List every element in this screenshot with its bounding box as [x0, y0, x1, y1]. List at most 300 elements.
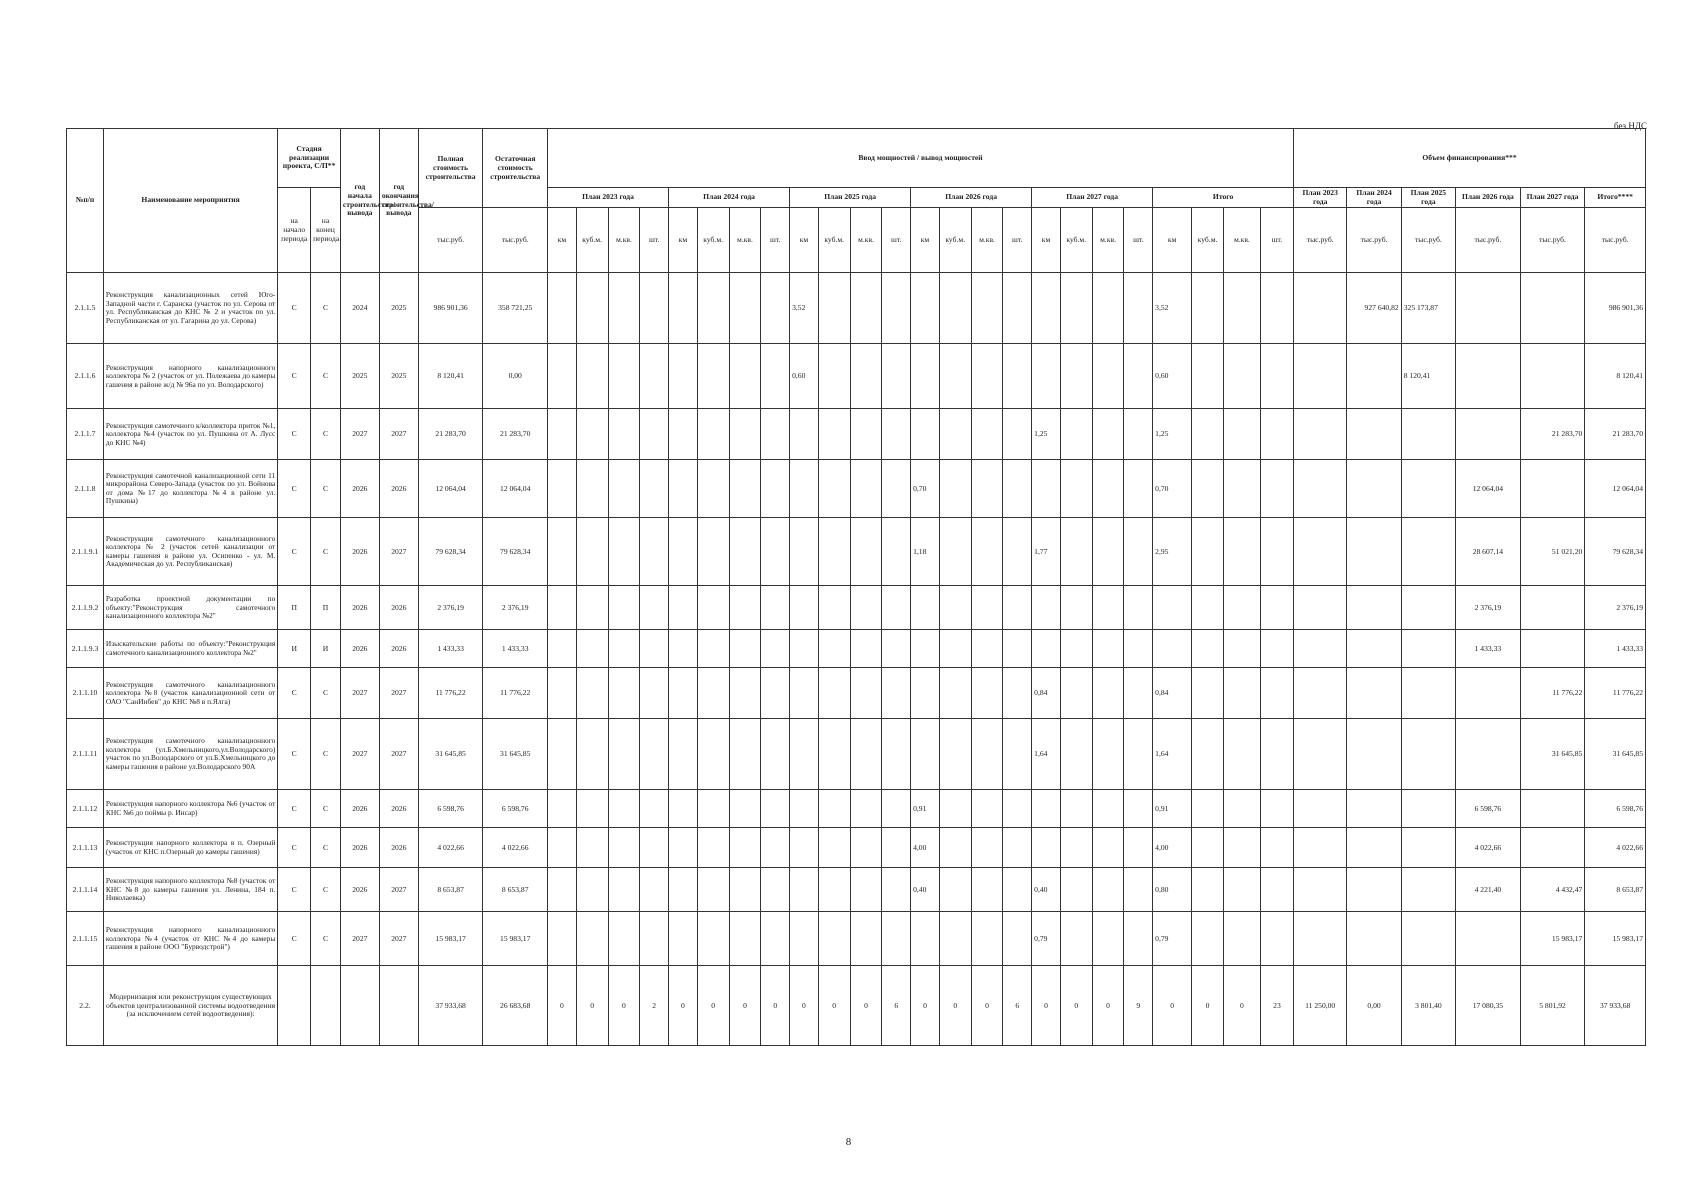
- row-cap-empty: [1260, 344, 1293, 409]
- summary-cap-value: 0: [850, 966, 882, 1046]
- row-cap-empty: [697, 273, 729, 344]
- row-cap-empty: [939, 668, 971, 719]
- row-stage-end: С: [311, 719, 341, 790]
- row-stage-end: С: [311, 460, 341, 518]
- row-cap-empty: [548, 518, 577, 586]
- row-cap-empty: [608, 273, 640, 344]
- row-stage-start: С: [278, 868, 311, 912]
- row-cap-empty: [729, 273, 761, 344]
- row-cap-empty: [971, 409, 1003, 460]
- row-cap-empty: [971, 460, 1003, 518]
- unit-pcs: шт.: [761, 208, 790, 273]
- table-row: [67, 828, 1646, 868]
- row-cap-empty: [850, 912, 882, 966]
- unit-fin-rub: тыс.руб.: [1456, 208, 1521, 273]
- row-cap-empty: [1260, 668, 1293, 719]
- header-fin-2023: План 2023 года: [1294, 188, 1347, 208]
- row-cap-empty: [548, 460, 577, 518]
- row-cap-empty: [1124, 868, 1153, 912]
- header-full-cost: Полная стоимость строительства: [418, 129, 483, 208]
- row-cap-empty: [576, 586, 608, 630]
- row-fin-2026: [1456, 912, 1521, 966]
- row-km-total: 0,70: [1153, 460, 1192, 518]
- row-km-2026: [911, 719, 940, 790]
- row-km-2027: [1032, 273, 1061, 344]
- summary-cap-value: 9: [1124, 966, 1153, 1046]
- summary-cap-value: 0: [576, 966, 608, 1046]
- row-fin-2024: [1347, 586, 1401, 630]
- unit-pcs: шт.: [1124, 208, 1153, 273]
- row-cap-empty: [576, 630, 608, 668]
- row-cap-empty: [971, 668, 1003, 719]
- summary-empty: [278, 966, 311, 1046]
- header-rest-cost: Остаточная стоимость строительства: [483, 129, 548, 208]
- row-stage-start: И: [278, 630, 311, 668]
- row-fin-2025: [1401, 586, 1455, 630]
- row-stage-start: С: [278, 344, 311, 409]
- row-fin-total: 1 433,33: [1585, 630, 1646, 668]
- row-cap-empty: [1060, 828, 1092, 868]
- row-cap-empty: [939, 868, 971, 912]
- row-cap-empty: [640, 719, 669, 790]
- row-km-total: 4,00: [1153, 828, 1192, 868]
- row-cap-empty: [761, 790, 790, 828]
- row-year-end: 2026: [379, 790, 418, 828]
- unit-fin-rub: тыс.руб.: [1294, 208, 1347, 273]
- row-fin-2026: [1456, 719, 1521, 790]
- table-row: [67, 719, 1646, 790]
- row-name: Реконструкция напорного коллектора в п. Озерный (участок от КНС п.Озерный до камеры гашения): [103, 828, 277, 868]
- summary-fin-value: 37 933,68: [1585, 966, 1646, 1046]
- header-plan-2027: План 2027 года: [1032, 188, 1153, 208]
- row-num: 2.1.1.15: [67, 912, 104, 966]
- row-cap-empty: [1060, 719, 1092, 790]
- row-fin-total: 21 283,70: [1585, 409, 1646, 460]
- row-cap-empty: [882, 719, 911, 790]
- row-num: 2.1.1.12: [67, 790, 104, 828]
- row-cap-empty: [850, 460, 882, 518]
- row-year-start: 2026: [340, 586, 379, 630]
- row-name: Реконструкция самотечного к/коллектора приток №1, коллектора №4 (участок по ул. Пушкина от А. Лусс до КНС №4): [103, 409, 277, 460]
- row-cap-empty: [1260, 273, 1293, 344]
- row-cap-empty: [1192, 409, 1224, 460]
- row-fin-2024: [1347, 668, 1401, 719]
- row-fin-2027: [1520, 344, 1585, 409]
- row-cap-empty: [1260, 790, 1293, 828]
- row-cap-empty: [971, 912, 1003, 966]
- row-cap-empty: [640, 868, 669, 912]
- row-num: 2.1.1.9.2: [67, 586, 104, 630]
- row-cap-empty: [1192, 518, 1224, 586]
- row-cap-empty: [669, 719, 698, 790]
- row-num: 2.1.1.14: [67, 868, 104, 912]
- row-cap-empty: [1092, 668, 1124, 719]
- row-cap-empty: [939, 719, 971, 790]
- row-cap-empty: [1003, 460, 1032, 518]
- row-fin-2027: [1520, 790, 1585, 828]
- row-rest-cost: 31 645,85: [483, 719, 548, 790]
- row-cap-empty: [1260, 460, 1293, 518]
- summary-cap-value: 0: [1192, 966, 1224, 1046]
- row-cap-empty: [1124, 668, 1153, 719]
- row-fin-2025: [1401, 518, 1455, 586]
- row-fin-2024: [1347, 828, 1401, 868]
- row-cap-empty: [1260, 586, 1293, 630]
- row-fin-2024: [1347, 630, 1401, 668]
- row-stage-start: С: [278, 273, 311, 344]
- row-fin-2026: [1456, 344, 1521, 409]
- row-rest-cost: 6 598,76: [483, 790, 548, 828]
- row-km-2027: [1032, 790, 1061, 828]
- row-km-2025: [790, 460, 819, 518]
- row-km-2026: [911, 409, 940, 460]
- row-stage-end: П: [311, 586, 341, 630]
- row-cap-empty: [640, 344, 669, 409]
- row-cap-empty: [697, 586, 729, 630]
- row-rest-cost: 15 983,17: [483, 912, 548, 966]
- row-stage-start: С: [278, 912, 311, 966]
- row-cap-empty: [939, 790, 971, 828]
- row-stage-start: С: [278, 828, 311, 868]
- row-fin-2024: [1347, 344, 1401, 409]
- header-fin-2027: План 2027 года: [1520, 188, 1585, 208]
- row-fin-2026: 1 433,33: [1456, 630, 1521, 668]
- summary-cap-value: 2: [640, 966, 669, 1046]
- row-year-end: 2026: [379, 586, 418, 630]
- row-fin-2026: 4 221,40: [1456, 868, 1521, 912]
- row-cap-empty: [1092, 868, 1124, 912]
- unit-pcs: шт.: [1260, 208, 1293, 273]
- row-fin-2027: 15 983,17: [1520, 912, 1585, 966]
- row-fin-2025: [1401, 828, 1455, 868]
- row-cap-empty: [608, 668, 640, 719]
- row-rest-cost: 11 776,22: [483, 668, 548, 719]
- summary-fin-value: 5 801,92: [1520, 966, 1585, 1046]
- row-fin-2027: 11 776,22: [1520, 668, 1585, 719]
- row-num: 2.1.1.10: [67, 668, 104, 719]
- row-cap-empty: [576, 868, 608, 912]
- row-name: Изыскательские работы по объекту:"Реконструкция самотечного канализационного коллектора №2": [103, 630, 277, 668]
- row-cap-empty: [1003, 518, 1032, 586]
- row-fin-2023: [1294, 460, 1347, 518]
- row-cap-empty: [1092, 409, 1124, 460]
- row-fin-2026: [1456, 409, 1521, 460]
- unit-full-cost: тыс.руб.: [418, 208, 483, 273]
- row-fin-total: 11 776,22: [1585, 668, 1646, 719]
- row-fin-2024: [1347, 518, 1401, 586]
- unit-m2: м.кв.: [850, 208, 882, 273]
- unit-km: км: [548, 208, 577, 273]
- row-cap-empty: [1060, 668, 1092, 719]
- table-row: [67, 630, 1646, 668]
- row-cap-empty: [1060, 912, 1092, 966]
- row-name: Реконструкция напорного коллектора №8 (участок от КНС №8 до камеры гашения ул. Ленина, 184 п. Николаевка): [103, 868, 277, 912]
- summary-fin-value: 3 801,40: [1401, 966, 1455, 1046]
- summary-cap-value: 0: [1223, 966, 1260, 1046]
- row-cap-empty: [548, 630, 577, 668]
- row-cap-empty: [1124, 630, 1153, 668]
- row-cap-empty: [850, 409, 882, 460]
- row-cap-empty: [548, 719, 577, 790]
- row-cap-empty: [1060, 868, 1092, 912]
- row-cap-empty: [640, 790, 669, 828]
- summary-empty: [311, 966, 341, 1046]
- row-cap-empty: [697, 868, 729, 912]
- page-number: 8: [845, 1136, 852, 1148]
- row-stage-end: С: [311, 828, 341, 868]
- row-km-2026: 0,70: [911, 460, 940, 518]
- row-cap-empty: [669, 586, 698, 630]
- row-km-2025: [790, 668, 819, 719]
- row-cap-empty: [1092, 460, 1124, 518]
- row-cap-empty: [640, 273, 669, 344]
- summary-cap-value: 0: [548, 966, 577, 1046]
- unit-pcs: шт.: [1003, 208, 1032, 273]
- row-full-cost: 2 376,19: [418, 586, 483, 630]
- summary-row: [67, 966, 1646, 1046]
- row-cap-empty: [1223, 344, 1260, 409]
- row-name: Реконструкция самотечного канализационного коллектора (ул.Б.Хмельницкого,ул.Володарского) участок по ул.Володарского от ул.Б.Хмельницкого до камеры гашения в районе ул.Володарского 90А: [103, 719, 277, 790]
- row-cap-empty: [1092, 912, 1124, 966]
- unit-m2: м.кв.: [1223, 208, 1260, 273]
- row-year-start: 2027: [340, 668, 379, 719]
- row-cap-empty: [1192, 912, 1224, 966]
- row-cap-empty: [818, 668, 850, 719]
- row-cap-empty: [697, 409, 729, 460]
- row-cap-empty: [1092, 790, 1124, 828]
- row-cap-empty: [882, 630, 911, 668]
- unit-fin-rub: тыс.руб.: [1401, 208, 1455, 273]
- row-cap-empty: [608, 828, 640, 868]
- row-cap-empty: [640, 460, 669, 518]
- row-cap-empty: [697, 460, 729, 518]
- row-cap-empty: [818, 460, 850, 518]
- row-stage-end: С: [311, 409, 341, 460]
- row-cap-empty: [576, 668, 608, 719]
- row-km-2027: [1032, 630, 1061, 668]
- row-cap-empty: [761, 344, 790, 409]
- row-cap-empty: [1260, 828, 1293, 868]
- row-km-2026: [911, 630, 940, 668]
- row-cap-empty: [1223, 828, 1260, 868]
- row-km-total: [1153, 586, 1192, 630]
- unit-m3: куб.м.: [697, 208, 729, 273]
- row-cap-empty: [1260, 868, 1293, 912]
- row-cap-empty: [818, 719, 850, 790]
- row-cap-empty: [939, 518, 971, 586]
- row-cap-empty: [971, 719, 1003, 790]
- header-total: Итого: [1153, 188, 1294, 208]
- row-cap-empty: [669, 409, 698, 460]
- row-cap-empty: [1223, 912, 1260, 966]
- row-km-2026: [911, 586, 940, 630]
- row-cap-empty: [1003, 586, 1032, 630]
- row-stage-start: С: [278, 518, 311, 586]
- row-cap-empty: [939, 273, 971, 344]
- row-name: Реконструкция напорного канализационного коллектора №4 (участок от КНС №4 до камеры гашения в районе ООО "Бурводстрой"): [103, 912, 277, 966]
- row-cap-empty: [608, 719, 640, 790]
- row-cap-empty: [850, 518, 882, 586]
- row-cap-empty: [1192, 344, 1224, 409]
- row-rest-cost: 4 022,66: [483, 828, 548, 868]
- row-cap-empty: [576, 518, 608, 586]
- row-cap-empty: [697, 518, 729, 586]
- row-cap-empty: [669, 790, 698, 828]
- summary-cap-value: 0: [761, 966, 790, 1046]
- unit-m2: м.кв.: [971, 208, 1003, 273]
- row-cap-empty: [882, 828, 911, 868]
- row-cap-empty: [818, 868, 850, 912]
- summary-fin-value: 0,00: [1347, 966, 1401, 1046]
- row-cap-empty: [640, 668, 669, 719]
- row-fin-2024: [1347, 719, 1401, 790]
- row-fin-2023: [1294, 586, 1347, 630]
- row-cap-empty: [1260, 630, 1293, 668]
- row-fin-2025: [1401, 668, 1455, 719]
- row-cap-empty: [882, 790, 911, 828]
- row-cap-empty: [818, 912, 850, 966]
- row-cap-empty: [548, 790, 577, 828]
- row-name: Реконструкция канализационных сетей Юго-Западной части г. Саранска (участок по ул. Серова от ул. Республиканская до КНС № 2 и участок по ул. Республиканская от ул. Гагарина до ул. Серова): [103, 273, 277, 344]
- row-fin-2026: 4 022,66: [1456, 828, 1521, 868]
- row-rest-cost: 2 376,19: [483, 586, 548, 630]
- row-cap-empty: [1124, 828, 1153, 868]
- row-full-cost: 15 983,17: [418, 912, 483, 966]
- row-rest-cost: 1 433,33: [483, 630, 548, 668]
- header-row-2: [67, 188, 1646, 208]
- unit-m3: куб.м.: [939, 208, 971, 273]
- summary-cap-value: 0: [1092, 966, 1124, 1046]
- row-year-start: 2026: [340, 460, 379, 518]
- row-cap-empty: [818, 586, 850, 630]
- unit-km: км: [669, 208, 698, 273]
- header-capacity: Ввод мощностей / вывод мощностей: [548, 129, 1294, 188]
- row-num: 2.1.1.8: [67, 460, 104, 518]
- row-stage-end: С: [311, 273, 341, 344]
- row-cap-empty: [1060, 409, 1092, 460]
- row-rest-cost: 8 653,87: [483, 868, 548, 912]
- row-cap-empty: [1192, 790, 1224, 828]
- unit-m3: куб.м.: [1060, 208, 1092, 273]
- row-km-2025: [790, 868, 819, 912]
- row-year-end: 2027: [379, 912, 418, 966]
- row-fin-2023: [1294, 912, 1347, 966]
- row-year-end: 2025: [379, 344, 418, 409]
- row-km-total: [1153, 630, 1192, 668]
- row-cap-empty: [818, 828, 850, 868]
- row-year-end: 2027: [379, 668, 418, 719]
- table-row: [67, 790, 1646, 828]
- row-stage-start: С: [278, 719, 311, 790]
- row-km-2027: [1032, 828, 1061, 868]
- row-fin-2027: 51 021,20: [1520, 518, 1585, 586]
- row-cap-empty: [1003, 912, 1032, 966]
- row-fin-2024: [1347, 460, 1401, 518]
- row-fin-2025: [1401, 409, 1455, 460]
- row-km-2025: [790, 518, 819, 586]
- unit-fin-rub: тыс.руб.: [1520, 208, 1585, 273]
- row-fin-2025: [1401, 719, 1455, 790]
- row-cap-empty: [729, 828, 761, 868]
- summary-fin-value: 11 250,00: [1294, 966, 1347, 1046]
- row-cap-empty: [1223, 868, 1260, 912]
- row-cap-empty: [729, 409, 761, 460]
- row-cap-empty: [971, 273, 1003, 344]
- unit-rest-cost: тыс.руб.: [483, 208, 548, 273]
- row-cap-empty: [576, 344, 608, 409]
- row-fin-total: 4 022,66: [1585, 828, 1646, 868]
- row-fin-total: 79 628,34: [1585, 518, 1646, 586]
- row-km-2026: 4,00: [911, 828, 940, 868]
- row-year-end: 2025: [379, 273, 418, 344]
- row-cap-empty: [850, 719, 882, 790]
- row-fin-total: 31 645,85: [1585, 719, 1646, 790]
- row-full-cost: 79 628,34: [418, 518, 483, 586]
- row-km-total: 0,79: [1153, 912, 1192, 966]
- row-cap-empty: [697, 912, 729, 966]
- row-cap-empty: [697, 719, 729, 790]
- row-fin-2027: [1520, 586, 1585, 630]
- row-cap-empty: [882, 460, 911, 518]
- row-cap-empty: [1003, 273, 1032, 344]
- row-full-cost: 4 022,66: [418, 828, 483, 868]
- row-fin-2025: 8 120,41: [1401, 344, 1455, 409]
- row-cap-empty: [1124, 460, 1153, 518]
- row-cap-empty: [576, 828, 608, 868]
- row-cap-empty: [939, 586, 971, 630]
- row-cap-empty: [608, 630, 640, 668]
- row-fin-2025: [1401, 868, 1455, 912]
- row-cap-empty: [850, 273, 882, 344]
- row-cap-empty: [669, 912, 698, 966]
- row-cap-empty: [882, 273, 911, 344]
- row-cap-empty: [1003, 828, 1032, 868]
- row-cap-empty: [608, 518, 640, 586]
- row-cap-empty: [882, 409, 911, 460]
- row-cap-empty: [818, 630, 850, 668]
- row-year-start: 2026: [340, 828, 379, 868]
- row-stage-end: И: [311, 630, 341, 668]
- row-cap-empty: [1060, 344, 1092, 409]
- row-full-cost: 31 645,85: [418, 719, 483, 790]
- row-cap-empty: [1124, 719, 1153, 790]
- header-row-1: [67, 129, 1646, 188]
- row-cap-empty: [1124, 518, 1153, 586]
- header-year-end: год окончания строительства/ вывода: [379, 129, 418, 273]
- row-cap-empty: [1092, 273, 1124, 344]
- row-cap-empty: [640, 409, 669, 460]
- row-cap-empty: [850, 344, 882, 409]
- row-km-2025: [790, 409, 819, 460]
- row-stage-start: С: [278, 409, 311, 460]
- row-cap-empty: [1192, 630, 1224, 668]
- row-cap-empty: [1003, 668, 1032, 719]
- row-fin-2025: [1401, 912, 1455, 966]
- row-cap-empty: [729, 719, 761, 790]
- row-num: 2.1.1.7: [67, 409, 104, 460]
- row-cap-empty: [971, 630, 1003, 668]
- header-financing: Объем финансирования***: [1294, 129, 1646, 188]
- header-plan-2026: План 2026 года: [911, 188, 1032, 208]
- row-cap-empty: [1092, 586, 1124, 630]
- row-km-total: 0,84: [1153, 668, 1192, 719]
- row-cap-empty: [1260, 912, 1293, 966]
- row-cap-empty: [1124, 912, 1153, 966]
- row-km-2025: [790, 630, 819, 668]
- summary-cap-value: 0: [608, 966, 640, 1046]
- summary-empty: [340, 966, 379, 1046]
- row-cap-empty: [850, 586, 882, 630]
